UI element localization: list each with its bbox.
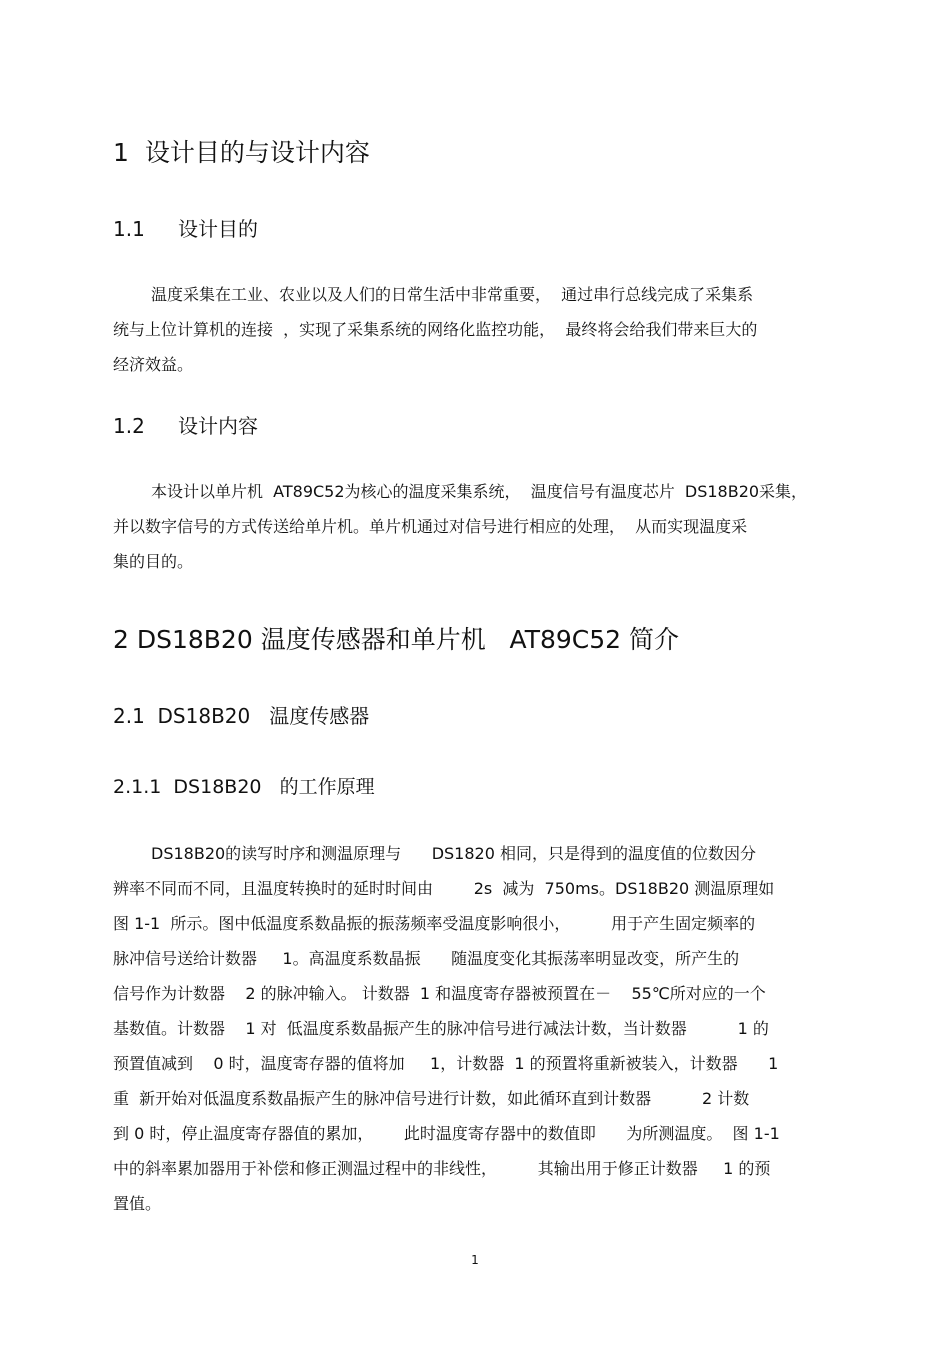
heading-1-2-title: 设计内容 [178,414,258,438]
paragraph-design-purpose [113,277,858,382]
paragraph-line: DS18B20的读写时序和测温原理与 DS1820 相同，只是得到的温度值的位数因分 [151,844,756,863]
paragraph-line: 本设计以单片机 AT89C52为核心的温度采集系统， 温度信号有温度芯片 DS18B20采集， [151,482,808,501]
paragraph-line: 辨率不同而不同，且温度转换时的延时时间由 2s 减为 750ms。DS18B20 测温原理如 [113,879,775,898]
heading-2-1-1-title: 2.1.1 DS18B20 的工作原理 [113,776,375,798]
paragraph-line: 温度采集在工业、农业以及人们的日常生活中非常重要， 通过串行总线完成了采集系 [151,285,754,304]
heading-1-1 [113,213,258,242]
heading-1-1-number: 1.1 [113,217,145,241]
paragraph-line: 中的斜率累加器用于补偿和修正测温过程中的非线性， 其输出用于修正计数器 1 的预 [113,1159,771,1178]
heading-2-1 [113,700,369,729]
heading-1-2-number: 1.2 [113,414,145,438]
heading-1 [113,133,370,169]
paragraph-line: 重 新开始对低温度系数晶振产生的脉冲信号进行计数，如此循环直到计数器 2 计数 [113,1089,750,1108]
paragraph-line: 脉冲信号送给计数器 1。高温度系数晶振 随温度变化其振荡率明显改变，所产生的 [113,949,740,968]
paragraph-line: 到 0 时，停止温度寄存器值的累加， 此时温度寄存器中的数值即 为所测温度。 图 1-1 [113,1124,780,1143]
heading-1-1-title: 设计目的 [178,217,258,241]
paragraph-line: 信号作为计数器 2 的脉冲输入。 计数器 1 和温度寄存器被预置在－ 55℃所对应的一个 [113,984,766,1003]
heading-1-2 [113,410,258,439]
paragraph-design-content [113,474,858,579]
heading-2-1-title: 2.1 DS18B20 温度传感器 [113,704,370,728]
heading-2-1-1 [113,772,375,799]
paragraph-line: 预置值减到 0 时，温度寄存器的值将加 1，计数器 1 的预置将重新被装入，计数器 1 [113,1054,779,1073]
paragraph-line: 图 1-1 所示。图中低温度系数晶振的振荡频率受温度影响很小， 用于产生固定频率的 [113,914,756,933]
paragraph-line: 并以数字信号的方式传送给单片机。单片机通过对信号进行相应的处理， 从而实现温度采 [113,517,748,536]
paragraph-line: 统与上位计算机的连接 ，实现了采集系统的网络化监控功能， 最终将会给我们带来巨大的 [113,320,758,339]
heading-1-title: 设计目的与设计内容 [144,138,370,167]
paragraph-working-principle [113,836,858,1221]
paragraph-line: 基数值。计数器 1 对 低温度系数晶振产生的脉冲信号进行减法计数，当计数器 1 的 [113,1019,769,1038]
paragraph-line: 集的目的。 [113,552,194,571]
heading-1-number: 1 [113,138,129,167]
heading-2 [113,620,679,656]
heading-2-title: 2 DS18B20 温度传感器和单片机 AT89C52 简介 [113,625,679,654]
page-number: 1 [471,1253,479,1267]
paragraph-line: 置值。 [113,1194,162,1213]
paragraph-line: 经济效益。 [113,355,194,374]
